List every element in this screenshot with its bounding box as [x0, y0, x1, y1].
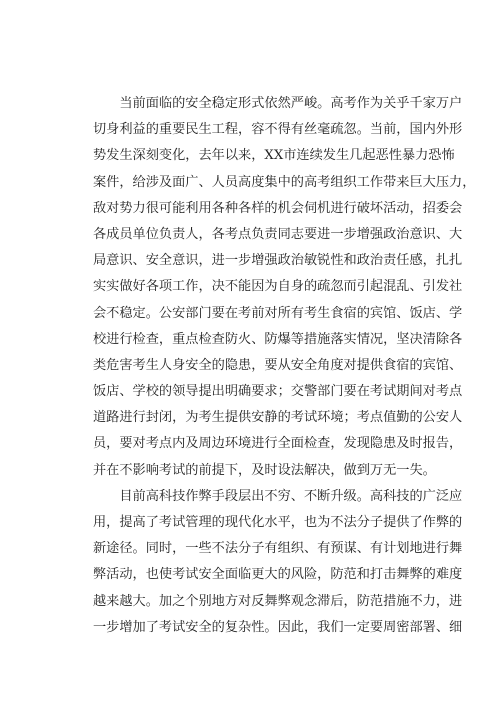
text-line: 当前面临的安全稳定形式依然严峻。高考作为关乎千家万户 [93, 96, 463, 111]
text-line: 用，提高了考试管理的现代化水平，也为不法分子提供了作弊的 [93, 515, 463, 530]
text-line: 局意识、安全意识，进一步增强政治敏锐性和政治责任感，扎扎 [93, 253, 463, 269]
text-line: 员，要对考点内及周边环境进行全面检查，发现隐患及时报告， [93, 436, 463, 452]
text-line: 各成员单位负责人，各考点负责同志要进一步增强政治意识、大 [93, 226, 463, 242]
text-line: 新途径。同时，一些不法分子有组织、有预谋、有计划地进行舞 [93, 541, 463, 557]
text-line: 会不稳定。公安部门要在考前对所有考生食宿的宾馆、饭店、学 [93, 305, 463, 321]
text-line: 类危害考生人身安全的隐患，要从安全角度对提供食宿的宾馆、 [93, 357, 463, 373]
text-line: 越来越大。加之个别地方对反舞弊观念滞后，防范措施不力，进 [93, 593, 463, 609]
text-line: 势发生深刻变化，去年以来，XX市连续发生几起恶性暴力恐怖 [93, 148, 455, 164]
text-line: 道路进行封闭，为考生提供安静的考试环境；考点值勤的公安人 [93, 410, 463, 426]
body-text [93, 91, 476, 641]
text-line: 敌对势力很可能利用各种各样的机会伺机进行破坏活动，招委会 [93, 200, 463, 216]
text-line: 饭店、学校的领导提出明确要求；交警部门要在考试期间对考点 [93, 384, 463, 400]
text-line: 案件，给涉及面广、人员高度集中的高考组织工作带来巨大压力， [93, 174, 476, 190]
text-line: 并在不影响考试的前提下，及时设法解决，做到万无一失。 [93, 462, 436, 478]
text-line: 弊活动，也使考试安全面临更大的风险，防范和打击舞弊的难度 [93, 567, 463, 583]
text-line: 切身利益的重要民生工程，容不得有丝毫疏忽。当前，国内外形 [93, 122, 463, 138]
text-line: 实实做好各项工作，决不能因为自身的疏忽而引起混乱、引发社 [93, 279, 463, 295]
text-line: 校进行检查，重点检查防火、防爆等措施落实情况，坚决清除各 [93, 331, 463, 347]
text-line: 一步增加了考试安全的复杂性。因此，我们一定要周密部署、细 [93, 619, 463, 635]
text-line: 目前高科技作弊手段层出不穷、不断升级。高科技的广泛应 [93, 488, 463, 504]
